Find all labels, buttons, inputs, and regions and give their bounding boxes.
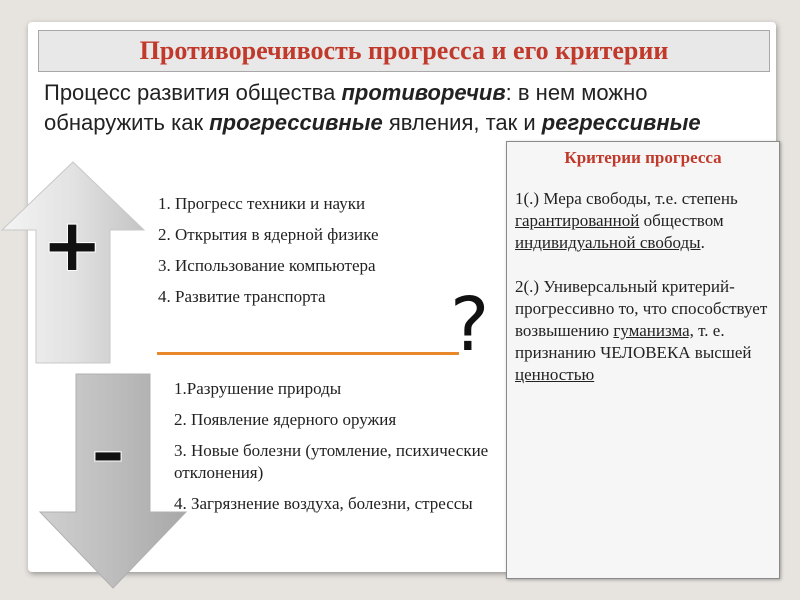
criterion-1-text-2: обществом (639, 211, 724, 230)
list-item: 3. Новые болезни (утомление, психические отклонения) (174, 441, 489, 482)
criteria-box (506, 141, 780, 579)
criterion-1-text: 1(.) Мера свободы, т.е. степень (515, 189, 738, 208)
list-item: 4. Развитие транспорта (158, 287, 326, 306)
minus-sign: – (92, 416, 124, 490)
criteria-title: Критерии прогресса (564, 148, 722, 167)
criterion-1-underline-guaranteed: гарантированной (515, 211, 640, 230)
criterion-2-text-2: т. е. признанию ЧЕЛОВЕКА высшей (515, 321, 752, 362)
criterion-1-end: . (700, 233, 705, 252)
criterion-2-underline-humanism: гуманизма, (613, 321, 694, 340)
intro-text (44, 78, 754, 138)
list-item: 4. Загрязнение воздуха, болезни, стрессы (174, 494, 473, 513)
intro-part-1: Процесс развития общества (44, 80, 342, 105)
list-item: 2. Открытия в ядерной физике (158, 225, 379, 244)
divider-line (157, 352, 459, 355)
list-item: 2. Появление ядерного оружия (174, 410, 397, 429)
criterion-1-underline-freedom: индивидуальной свободы (515, 233, 701, 252)
intro-bold-progressive: прогрессивные (209, 110, 383, 135)
criterion-2-underline-value: ценностью (515, 365, 595, 384)
slide-title: Противоречивость прогресса и его критерии (38, 30, 770, 72)
negative-list (174, 378, 494, 524)
list-item: 3. Использование компьютера (158, 256, 376, 275)
question-mark: ? (450, 282, 490, 368)
intro-part-3: явления, так и (382, 110, 542, 135)
plus-sign: + (42, 203, 103, 287)
list-item: 1.Разрушение природы (174, 379, 342, 398)
intro-bold-regressive: регрессивные (541, 110, 701, 135)
positive-list (158, 193, 458, 317)
intro-bold-contradictory: противоречив (341, 80, 506, 105)
list-item: 1. Прогресс техники и науки (158, 194, 366, 213)
criteria-body (515, 188, 769, 386)
intro-part-2: : в нем можно обнаружить как (44, 80, 648, 135)
criterion-2-text: 2(.) Универсальный критерий- прогрессивно то, что способствует возвышению (515, 277, 768, 340)
